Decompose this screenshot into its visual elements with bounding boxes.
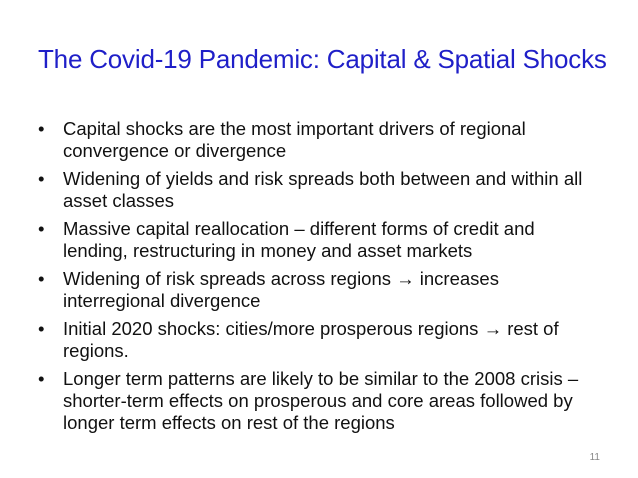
bullet-item — [38, 118, 598, 162]
bullet-text: Longer term patterns are likely to be similar to the 2008 crisis – shorter-term effects on prosperous and core areas followed by longer term effects on rest of the regions — [63, 368, 579, 433]
bullet-list — [38, 118, 598, 440]
slide-title: The Covid-19 Pandemic: Capital & Spatial Shocks — [38, 44, 607, 74]
bullet-text: Initial 2020 shocks: cities/more prosperous regions → rest of regions. — [63, 318, 559, 361]
bullet-dot-icon: • — [38, 368, 45, 389]
bullet-dot-icon: • — [38, 268, 45, 289]
bullet-text: Widening of yields and risk spreads both between and within all asset classes — [63, 168, 583, 211]
bullet-item — [38, 218, 598, 262]
bullet-item — [38, 318, 598, 362]
bullet-text: Widening of risk spreads across regions → increases interregional divergence — [63, 268, 499, 311]
bullet-item — [38, 268, 598, 312]
bullet-item — [38, 368, 598, 434]
bullet-item — [38, 168, 598, 212]
page-number: 11 — [589, 452, 600, 463]
bullet-dot-icon: • — [38, 118, 45, 139]
bullet-text: Massive capital reallocation – different forms of credit and lending, restructuring in money and asset markets — [63, 218, 535, 261]
bullet-text: Capital shocks are the most important drivers of regional convergence or divergence — [63, 118, 526, 161]
bullet-dot-icon: • — [38, 318, 45, 339]
bullet-dot-icon: • — [38, 168, 45, 189]
bullet-dot-icon: • — [38, 218, 45, 239]
